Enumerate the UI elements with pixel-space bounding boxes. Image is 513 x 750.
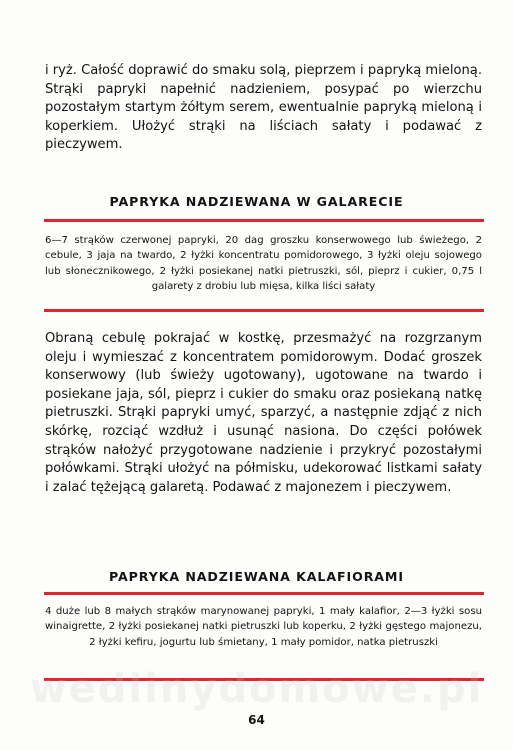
red-rule-bottom-galareta xyxy=(44,309,484,312)
recipe-title-galareta: PAPRYKA NADZIEWANA W GALARECIE xyxy=(109,194,404,209)
watermark-logo: wedlinydomowe.pl xyxy=(29,666,484,712)
ingredients-galareta: 6—7 strąków czerwonej papryki, 20 dag groszku konserwowego lub świeżego, 2 cebule, 3 jaja na twardo, 2 łyżki koncentratu pomidorowego, 3 łyżki oleju sojowego lub słonecznikowego, 2 łyżki posiekanej natki pietruszki, sól, pieprz i cukier, 0,75 l galarety z drobiu lub mięsa, kilka liści sałaty xyxy=(45,235,482,293)
method-galareta: Obraną cebulę pokrajać w kostkę, przesmażyć na rozgrzanym oleju i wymieszać z koncentratem pomidorowym. Dodać groszek konserwowy (lub świeży ugotowany), ugotowane na twardo i posiekane jaja, sól, pieprz i cukier do smaku oraz posiekaną natkę pietruszki. Strąki papryki umyć, sparzyć, a następnie zdjąć z nich skórkę, rozciąć wzdłuż i usunąć nasiona. Do części połówek strąków nałożyć przygotowane nadzienie i przykryć pozostałymi połówkami. Strąki ułożyć na półmisku, udekorować listkami sałaty i zalać tężejącą galaretą. Podawać z majonezem i pieczywem. xyxy=(45,331,482,495)
recipe-title-kalafior: PAPRYKA NADZIEWANA KALAFIORAMI xyxy=(109,569,404,584)
red-rule-top-galareta xyxy=(44,219,484,222)
ingredients-kalafior: 4 duże lub 8 małych strąków marynowanej papryki, 1 mały kalafior, 2—3 łyżki sosu winaigrette, 2 łyżki posiekanej natki pietruszki lub koperku, 2 łyżki gęstego majonezu, 2 łyżki kefiru, jogurtu lub śmietany, 1 mały pomidor, natka pietruszki xyxy=(45,606,482,648)
page-number: 64 xyxy=(248,713,265,727)
red-rule-top-kalafior xyxy=(44,592,484,595)
intro-paragraph: i ryż. Całość doprawić do smaku solą, pieprzem i papryką mieloną. Strąki papryki napełnić nadzieniem, posypać po wierzchu pozostałym startym żółtym serem, ewentualnie papryką mieloną i koperkiem. Ułożyć strąki na liściach sałaty i podawać z pieczywem. xyxy=(45,63,482,153)
